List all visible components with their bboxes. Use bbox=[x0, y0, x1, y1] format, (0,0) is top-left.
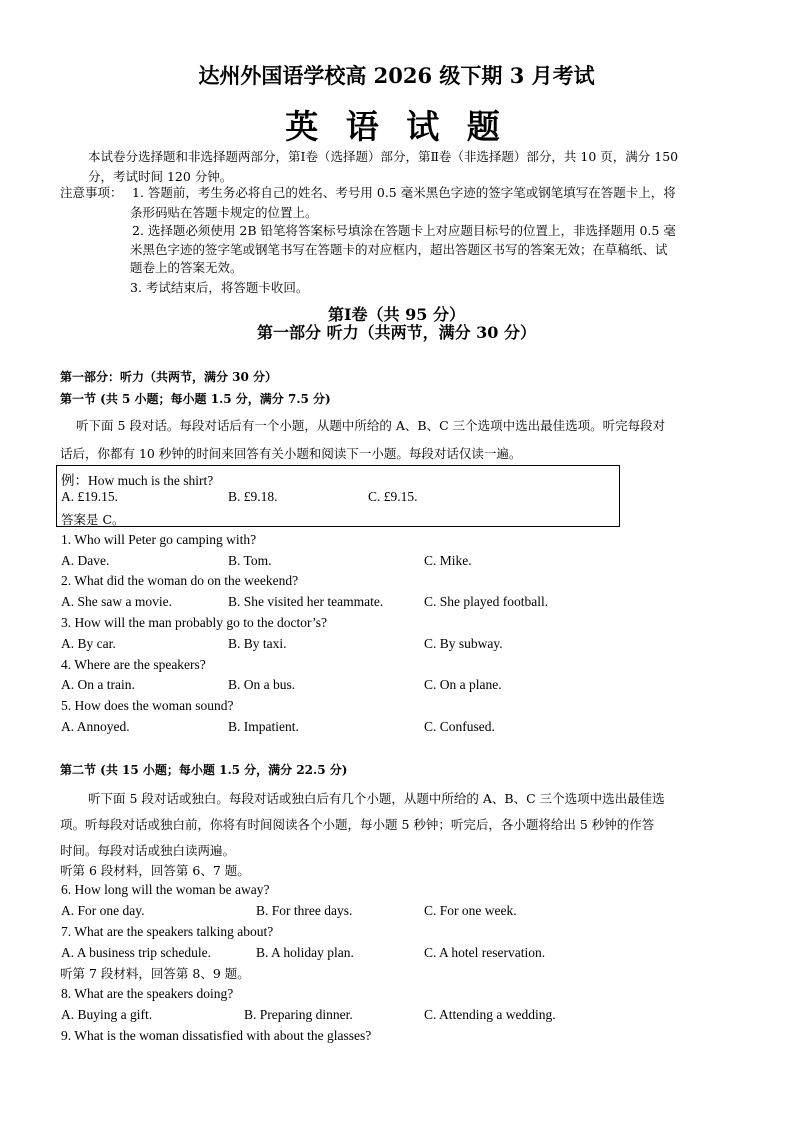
q4-option-b: B. On a bus. bbox=[228, 677, 296, 692]
material-6-intro: 听第 6 段材料，回答第 6、7 题。 bbox=[60, 863, 250, 878]
example-answer: 答案是 C。 bbox=[61, 512, 125, 527]
question-6: 6. How long will the woman be away? bbox=[61, 882, 270, 897]
section2-instruction-line-3: 时间。每段对话或独白读两遍。 bbox=[60, 843, 236, 858]
section2-heading: 第二节 (共 15 小题；每小题 1.5 分，满分 22.5 分) bbox=[60, 763, 348, 777]
q7-option-a: A. A business trip schedule. bbox=[61, 945, 211, 960]
question-5: 5. How does the woman sound? bbox=[61, 698, 234, 713]
question-3: 3. How will the man probably go to the doctor’s? bbox=[61, 615, 327, 630]
question-8: 8. What are the speakers doing? bbox=[61, 986, 234, 1001]
note-2-line-3: 题卷上的答案无效。 bbox=[130, 260, 243, 275]
notes-label: 注意事项： bbox=[60, 185, 123, 200]
example-option-b: B. £9.18. bbox=[228, 489, 278, 504]
q5-option-c: C. Confused. bbox=[424, 719, 495, 734]
q8-option-a: A. Buying a gift. bbox=[61, 1007, 153, 1022]
material-7-intro: 听第 7 段材料，回答第 8、9 题。 bbox=[60, 966, 250, 981]
q1-option-a: A. Dave. bbox=[61, 553, 110, 568]
q3-option-a: A. By car. bbox=[61, 636, 116, 651]
section1-heading: 第一节 (共 5 小题；每小题 1.5 分，满分 7.5 分) bbox=[60, 392, 331, 406]
question-1: 1. Who will Peter go camping with? bbox=[61, 532, 257, 547]
q4-option-a: A. On a train. bbox=[61, 677, 135, 692]
intro-line-2: 分，考试时间 120 分钟。 bbox=[88, 169, 233, 184]
volume-title: 第Ⅰ卷（共 95 分） bbox=[328, 305, 465, 324]
question-2: 2. What did the woman do on the weekend? bbox=[61, 573, 299, 588]
part1-heading: 第一部分：听力（共两节，满分 30 分） bbox=[60, 370, 278, 384]
q5-option-b: B. Impatient. bbox=[228, 719, 299, 734]
subject-title: 英 语 试 题 bbox=[285, 107, 508, 146]
note-1-line-2: 条形码贴在答题卡规定的位置上。 bbox=[130, 205, 318, 220]
q7-option-b: B. A holiday plan. bbox=[256, 945, 354, 960]
q8-option-b: B. Preparing dinner. bbox=[244, 1007, 353, 1022]
question-9: 9. What is the woman dissatisfied with about the glasses? bbox=[61, 1028, 372, 1043]
note-1-line-1: 1. 答题前，考生务必将自己的姓名、考号用 0.5 毫米黑色字迹的签字笔或钢笔填写在答题卡上，将 bbox=[132, 185, 676, 200]
intro-line-1: 本试卷分选择题和非选择题两部分，第Ⅰ卷（选择题）部分，第Ⅱ卷（非选择题）部分，共 10 页，满分 150 bbox=[88, 149, 679, 164]
question-4: 4. Where are the speakers? bbox=[61, 657, 206, 672]
example-option-c: C. £9.15. bbox=[368, 489, 418, 504]
school-exam-title: 达州外国语学校高 2026 级下期 3 月考试 bbox=[198, 63, 595, 88]
q2-option-a: A. She saw a movie. bbox=[61, 594, 172, 609]
q1-option-b: B. Tom. bbox=[228, 553, 272, 568]
note-2-line-1: 2. 选择题必须使用 2B 铅笔将答案标号填涂在答题卡上对应题目标号的位置上，非选择题用 0.5 毫 bbox=[132, 223, 676, 238]
question-7: 7. What are the speakers talking about? bbox=[61, 924, 274, 939]
section2-instruction-line-2: 项。听每段对话或独白前，你将有时间阅读各个小题，每小题 5 秒钟；听完后，各小题将给出 5 秒钟的作答 bbox=[60, 817, 655, 832]
q8-option-c: C. Attending a wedding. bbox=[424, 1007, 556, 1022]
q5-option-a: A. Annoyed. bbox=[61, 719, 130, 734]
q6-option-b: B. For three days. bbox=[256, 903, 353, 918]
section1-instruction-line-1: 听下面 5 段对话。每段对话后有一个小题，从题中所给的 A、B、C 三个选项中选出最佳选项。听完每段对 bbox=[76, 418, 666, 433]
q6-option-a: A. For one day. bbox=[61, 903, 145, 918]
q2-option-c: C. She played football. bbox=[424, 594, 549, 609]
example-question: 例：How much is the shirt? bbox=[61, 473, 214, 488]
q2-option-b: B. She visited her teammate. bbox=[228, 594, 384, 609]
section1-instruction-line-2: 话后，你都有 10 秒钟的时间来回答有关小题和阅读下一小题。每段对话仅读一遍。 bbox=[60, 446, 522, 461]
note-2-line-2: 米黑色字迹的签字笔或钢笔书写在答题卡的对应框内，超出答题区书写的答案无效；在草稿纸、试 bbox=[130, 242, 668, 257]
note-3: 3. 考试结束后，将答题卡收回。 bbox=[130, 280, 309, 295]
section2-instruction-line-1: 听下面 5 段对话或独白。每段对话或独白后有几个小题，从题中所给的 A、B、C 三个选项中选出最佳选 bbox=[88, 791, 665, 806]
q6-option-c: C. For one week. bbox=[424, 903, 517, 918]
part-title: 第一部分 听力（共两节，满分 30 分） bbox=[257, 323, 536, 342]
q1-option-c: C. Mike. bbox=[424, 553, 472, 568]
q3-option-b: B. By taxi. bbox=[228, 636, 287, 651]
q3-option-c: C. By subway. bbox=[424, 636, 503, 651]
q4-option-c: C. On a plane. bbox=[424, 677, 502, 692]
example-option-a: A. £19.15. bbox=[61, 489, 118, 504]
q7-option-c: C. A hotel reservation. bbox=[424, 945, 546, 960]
